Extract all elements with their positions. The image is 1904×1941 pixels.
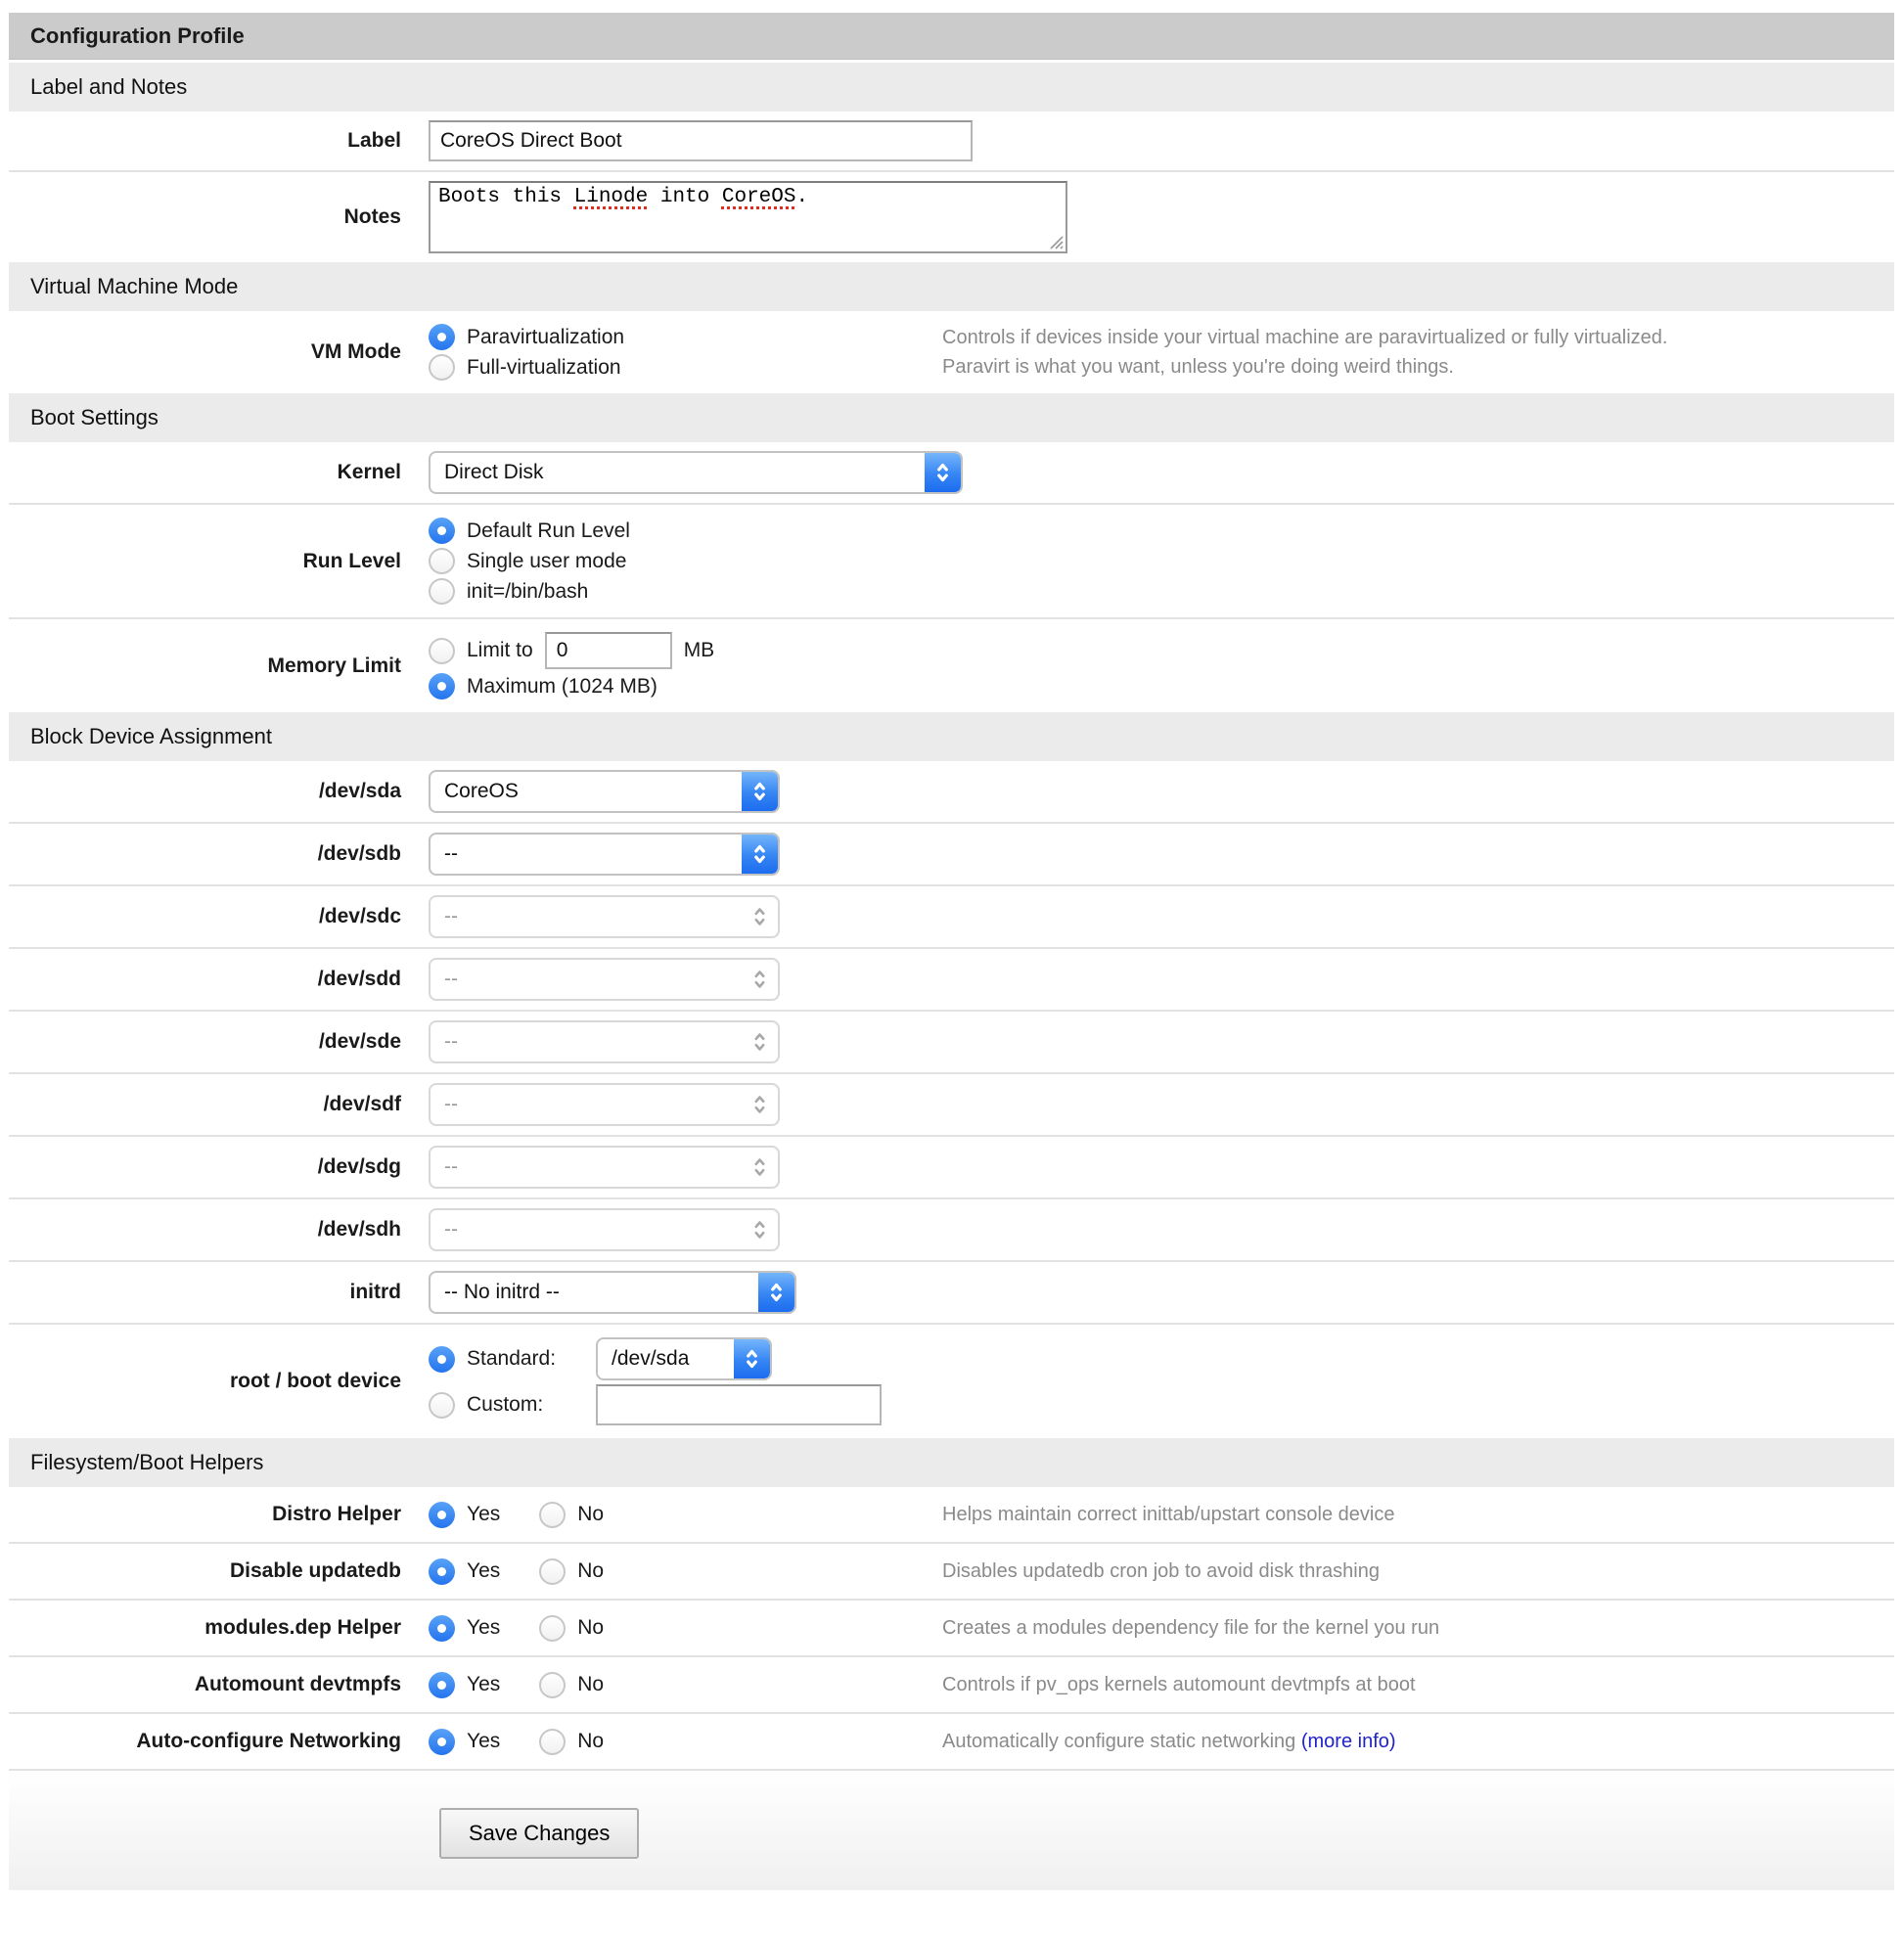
dropdown-arrows-icon: [758, 1273, 794, 1312]
radio-standard-boot-device[interactable]: [429, 1346, 455, 1373]
misspelled-word: Linode: [573, 186, 649, 208]
automount-devtmpfs-label: Automount devtmpfs: [194, 1673, 401, 1696]
run-level-label: Run Level: [302, 549, 401, 572]
memory-limit-label: Memory Limit: [267, 654, 401, 677]
device-label-sdg: /dev/sdg: [317, 1155, 401, 1179]
radio-disable-updatedb-yes[interactable]: [429, 1558, 455, 1585]
device-select-sdh: --: [429, 1208, 780, 1251]
dropdown-arrows-icon: [742, 1085, 778, 1124]
radio-default-run-level[interactable]: [429, 518, 455, 544]
automount-devtmpfs-help: Controls if pv_ops kernels automount devtmpfs at boot: [942, 1674, 1416, 1695]
device-label-sda: /dev/sda: [318, 780, 401, 803]
section-header-label-notes: Label and Notes: [9, 63, 1894, 112]
auto-configure-networking-help: Automatically configure static networking (more info): [942, 1731, 1396, 1752]
device-label-sdh: /dev/sdh: [317, 1218, 401, 1241]
radio-modules-dep-yes[interactable]: [429, 1615, 455, 1642]
dropdown-arrows-icon: [925, 453, 961, 492]
modules-dep-label: modules.dep Helper: [204, 1616, 401, 1640]
custom-boot-device-input[interactable]: [596, 1384, 882, 1425]
radio-paravirtualization[interactable]: [429, 324, 455, 350]
dropdown-arrows-icon: [742, 1022, 778, 1061]
section-header-block-devices: Block Device Assignment: [9, 712, 1894, 761]
dropdown-arrows-icon: [742, 1148, 778, 1187]
device-select-sdg: --: [429, 1146, 780, 1189]
label-row: [9, 112, 1894, 170]
device-select-sdd: --: [429, 958, 780, 1001]
kernel-select[interactable]: [429, 451, 963, 494]
textarea-resize-handle-icon[interactable]: [1048, 234, 1065, 250]
memory-limit-input[interactable]: [545, 632, 672, 669]
device-row-sdf: [9, 1072, 1894, 1135]
radio-full-virtualization-label: Full-virtualization: [467, 355, 621, 379]
maximum-memory-label: Maximum (1024 MB): [467, 674, 657, 698]
section-header-vm-mode: Virtual Machine Mode: [9, 262, 1894, 311]
initrd-label: initrd: [349, 1281, 401, 1304]
standard-boot-device-select[interactable]: /dev/sda: [596, 1337, 772, 1380]
radio-maximum-memory[interactable]: [429, 673, 455, 700]
device-select-sdf: --: [429, 1083, 780, 1126]
helper-row-devtmpfs: Automount devtmpfs Yes No Controls if pv_ops kernels automount devtmpfs at boot: [9, 1655, 1894, 1712]
initrd-select[interactable]: -- No initrd --: [429, 1271, 796, 1314]
radio-default-run-level-label: Default Run Level: [467, 519, 630, 542]
distro-helper-label: Distro Helper: [272, 1503, 401, 1526]
memory-unit-label: MB: [683, 639, 715, 661]
radio-full-virtualization[interactable]: [429, 354, 455, 381]
radio-limit-to[interactable]: [429, 638, 455, 664]
radio-paravirtualization-label: Paravirtualization: [467, 325, 625, 348]
helper-row-modules-dep: modules.dep Helper Yes No Creates a modules dependency file for the kernel you run: [9, 1599, 1894, 1655]
auto-configure-networking-label: Auto-configure Networking: [136, 1730, 401, 1753]
dropdown-arrows-icon: [742, 960, 778, 999]
dropdown-arrows-icon: [734, 1339, 770, 1378]
radio-distro-helper-yes[interactable]: [429, 1502, 455, 1528]
device-select-sda[interactable]: CoreOS: [429, 770, 780, 813]
helper-row-networking: Auto-configure Networking Yes No Automatically configure static networking (more info): [9, 1712, 1894, 1769]
vm-mode-label: VM Mode: [310, 340, 401, 364]
helper-row-updatedb: Disable updatedb Yes No Disables updatedb cron job to avoid disk thrashing: [9, 1542, 1894, 1599]
initrd-row: [9, 1260, 1894, 1323]
misspelled-word: CoreOS: [721, 186, 796, 208]
device-label-sdf: /dev/sdf: [323, 1093, 401, 1116]
device-row-sde: [9, 1010, 1894, 1072]
notes-field-label: Notes: [343, 205, 401, 229]
radio-single-user-mode[interactable]: [429, 548, 455, 574]
radio-networking-yes[interactable]: [429, 1729, 455, 1755]
label-input[interactable]: [429, 120, 973, 161]
device-row-sdh: [9, 1197, 1894, 1260]
modules-dep-help: Creates a modules dependency file for the kernel you run: [942, 1617, 1440, 1639]
notes-text: Boots this Linode into CoreOS.: [438, 186, 809, 208]
root-boot-device-label: root / boot device: [229, 1370, 401, 1393]
section-header-boot-settings: Boot Settings: [9, 393, 1894, 442]
helper-row-distro: Distro Helper Yes No Helps maintain correct inittab/upstart console device: [9, 1487, 1894, 1542]
vm-mode-help: Controls if devices inside your virtual machine are paravirtualized or fully virtualized. Paravirt is what you want, unless you're doing weird things.: [942, 327, 1668, 378]
radio-disable-updatedb-no[interactable]: [539, 1558, 566, 1585]
kernel-label: Kernel: [337, 461, 401, 484]
device-label-sde: /dev/sde: [318, 1030, 401, 1054]
radio-init-bin-bash[interactable]: [429, 578, 455, 605]
vm-mode-row: [9, 311, 1894, 393]
run-level-row: [9, 503, 1894, 617]
disable-updatedb-help: Disables updatedb cron job to avoid disk thrashing: [942, 1560, 1380, 1582]
device-select-sde: --: [429, 1020, 780, 1063]
device-row-sda: [9, 761, 1894, 822]
radio-networking-no[interactable]: [539, 1729, 566, 1755]
device-label-sdb: /dev/sdb: [317, 842, 401, 866]
device-row-sdb: [9, 822, 1894, 884]
custom-boot-label: Custom:: [467, 1393, 544, 1416]
device-label-sdd: /dev/sdd: [317, 968, 401, 991]
dropdown-arrows-icon: [742, 772, 778, 811]
radio-devtmpfs-yes[interactable]: [429, 1672, 455, 1698]
kernel-row: [9, 442, 1894, 503]
device-row-sdc: [9, 884, 1894, 947]
standard-boot-label: Standard:: [467, 1347, 557, 1370]
radio-modules-dep-no[interactable]: [539, 1615, 566, 1642]
section-header-helpers: Filesystem/Boot Helpers: [9, 1438, 1894, 1487]
notes-textarea[interactable]: [429, 181, 1067, 253]
radio-single-user-mode-label: Single user mode: [467, 549, 627, 572]
more-info-link[interactable]: (more info): [1300, 1731, 1396, 1752]
device-row-sdd: [9, 947, 1894, 1010]
save-area: [9, 1769, 1894, 1890]
memory-limit-row: [9, 617, 1894, 712]
dropdown-arrows-icon: [742, 835, 778, 874]
page-title: Configuration Profile: [9, 13, 1894, 60]
device-select-sdc: --: [429, 895, 780, 938]
device-label-sdc: /dev/sdc: [318, 905, 401, 928]
radio-custom-boot-device[interactable]: [429, 1392, 455, 1419]
radio-devtmpfs-no[interactable]: [539, 1672, 566, 1698]
limit-to-label: Limit to: [467, 639, 533, 661]
radio-distro-helper-no[interactable]: [539, 1502, 566, 1528]
device-row-sdg: [9, 1135, 1894, 1197]
dropdown-arrows-icon: [742, 1210, 778, 1249]
save-changes-button[interactable]: Save Changes: [439, 1808, 639, 1859]
root-boot-device-row: [9, 1323, 1894, 1438]
radio-init-bin-bash-label: init=/bin/bash: [467, 579, 589, 603]
dropdown-arrows-icon: [742, 897, 778, 936]
notes-row: [9, 170, 1894, 262]
device-select-sdb[interactable]: --: [429, 833, 780, 876]
disable-updatedb-label: Disable updatedb: [229, 1559, 401, 1583]
label-field-label: Label: [347, 129, 401, 153]
distro-helper-help: Helps maintain correct inittab/upstart console device: [942, 1504, 1395, 1525]
kernel-select-value: Direct Disk: [444, 461, 544, 483]
